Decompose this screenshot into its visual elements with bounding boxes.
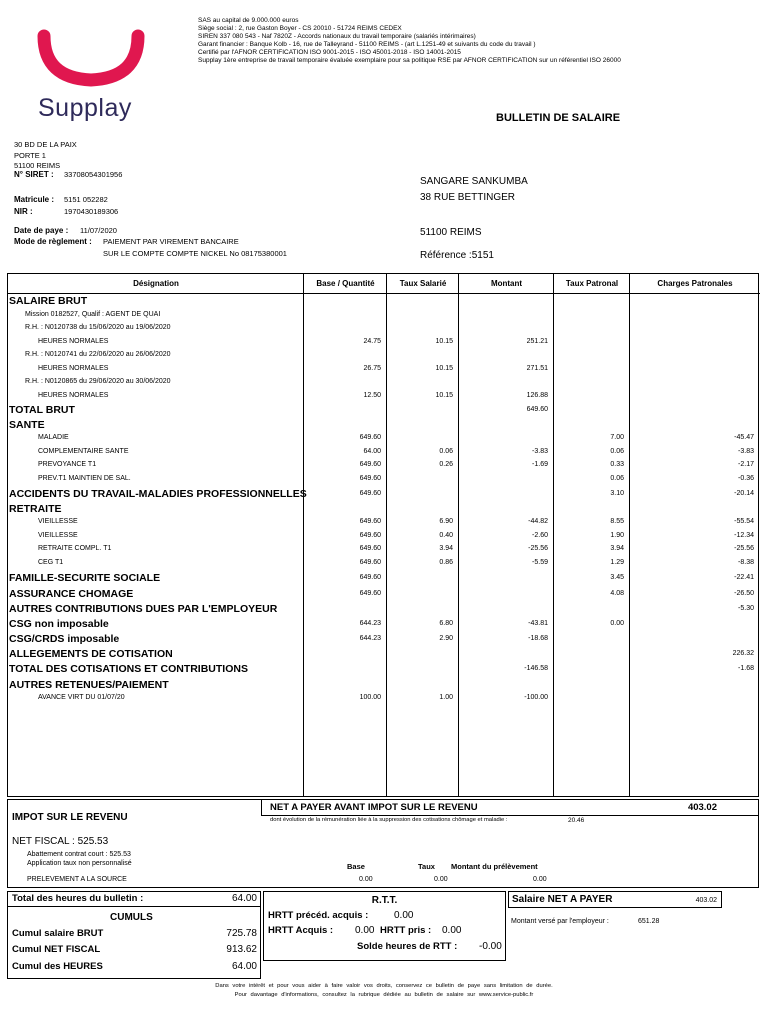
line-label: COMPLEMENTAIRE SANTE [38,448,129,455]
line-label: CEG T1 [38,559,64,566]
cell-base: 649.60 [359,559,381,566]
pay-date-label: Date de paye : [14,226,69,235]
cell-cp: -26.50 [734,590,754,597]
company-address [14,140,77,172]
column-header: Désignation [133,279,179,288]
line-label: R.H. : N0120741 du 22/06/2020 au 26/06/2020 [25,351,171,358]
cell-tp: 1.90 [610,532,624,539]
verse-label: Montant versé par l'employeur : [511,918,609,925]
brand-name: Supplay [38,94,132,122]
section-label: ALLEGEMENTS DE COTISATION [9,648,173,660]
cell-tp: 0.06 [610,475,624,482]
cell-cp: -45.47 [734,434,754,441]
col-taux: Taux [418,862,435,871]
evolution-value: 20.46 [568,817,585,824]
cell-base: 649.60 [359,545,381,552]
column-header: Taux Salarié [399,279,447,288]
prelevement-label: PRELEVEMENT A LA SOURCE [27,876,127,883]
cell-base: 649.60 [359,590,381,597]
rtt-preced-value: 0.00 [394,910,414,921]
line-label: AVANCE VIRT DU 01/07/20 [38,694,125,701]
line-label: HEURES NORMALES [38,338,109,345]
net-fiscal: NET FISCAL : 525.53 [12,836,109,847]
section-label: RETRAITE [9,503,62,515]
legal-line: Certifié par l'AFNOR CERTIFICATION ISO 9001-2015 - ISO 45001-2018 - ISO 14001-2015 [198,49,461,56]
cumul-brut-label: Cumul salaire BRUT [12,928,104,939]
rtt-solde-label: Solde heures de RTT : [357,941,458,952]
cell-base: 100.00 [359,694,381,701]
column-header: Charges Patronales [657,279,733,288]
smile-logo-icon [36,28,146,88]
column-header: Montant [490,279,523,288]
footer-line1: Dans votre intérêt et pour vous aider à faire valoir vos droits, conservez ce bulletin de paye sans limitation de durée. [215,983,553,989]
cell-cp: -22.41 [734,574,754,581]
address-line: 51100 REIMS [14,161,61,170]
employee-name: SANGARE SANKUMBA [420,176,528,187]
hours-total-label: Total des heures du bulletin : [12,893,144,904]
cumuls-title: CUMULS [110,912,153,923]
cell-base: 649.60 [359,574,381,581]
line-label: R.H. : N0120865 du 29/06/2020 au 30/06/2020 [25,378,171,385]
cell-base: 649.60 [359,532,381,539]
cell-tp: 4.08 [610,590,624,597]
cell-base: 649.60 [359,461,381,468]
cell-base: 12.50 [363,392,381,399]
cell-tp: 3.94 [610,545,624,552]
abattement: Abattement contrat court : 525.53 [27,851,131,858]
net-before-tax-value: 403.02 [687,802,717,813]
footer-line2: Pour davantage d'informations, consultez la rubrique dédiée au bulletin de salaire sur www.service-public.fr [234,992,534,998]
cell-ts: 3.94 [439,545,453,552]
cell-base: 649.60 [359,475,381,482]
section-label: AUTRES CONTRIBUTIONS DUES PAR L'EMPLOYEUR [9,603,278,615]
line-label: VIEILLESSE [38,518,78,525]
section-label: TOTAL BRUT [9,404,75,416]
application-taux: Application taux non personnalisé [27,860,132,867]
net-before-tax-label: NET A PAYER AVANT IMPOT SUR LE REVENU [270,802,478,813]
cell-tp: 0.33 [610,461,624,468]
cell-tp: 0.00 [610,620,624,627]
rtt-pris-value: 0.00 [442,925,462,936]
cell-base: 649.60 [359,518,381,525]
rtt-title: R.T.T. [371,895,398,906]
section-label: SALAIRE BRUT [9,295,88,307]
cell-ts: 0.26 [439,461,453,468]
column-header: Taux Patronal [565,279,619,288]
section-label: CSG/CRDS imposable [9,633,120,645]
cell-mt: 126.88 [526,392,548,399]
cell-mt: -44.82 [528,518,548,525]
cell-cp: -8.38 [738,559,754,566]
cumul-fiscal-label: Cumul NET FISCAL [12,944,101,955]
payment-mode-line2: SUR LE COMPTE COMPTE NICKEL No 08175380001 [103,249,287,258]
cell-cp: -1.68 [738,665,754,672]
pay-date-value: 11/07/2020 [80,226,117,235]
legal-line: Garant financier : Banque Kolb - 16, rue de Talleyrand - 51100 REIMS - (art L.1251-49 et suivants du code du travail ) [198,41,536,48]
nir-label: NIR : [14,207,33,216]
rtt-acquis-label: HRTT Acquis : [268,925,334,936]
cell-ts: 0.06 [439,448,453,455]
section-label: CSG non imposable [9,618,109,630]
company-legal-info [198,17,758,65]
line-label: R.H. : N0120738 du 15/06/2020 au 19/06/2020 [25,324,171,331]
cell-ts: 2.90 [439,635,453,642]
cell-tp: 3.10 [610,490,624,497]
line-label: VIEILLESSE [38,532,78,539]
cell-cp: -55.54 [734,518,754,525]
legal-line: Siège social : 2, rue Gaston Boyer - CS 20010 - 51724 REIMS CEDEX [198,25,402,32]
section-label: ACCIDENTS DU TRAVAIL-MALADIES PROFESSIONNELLES [9,488,307,500]
cell-mt: -5.59 [532,559,548,566]
siret-value: 33708054301956 [64,170,123,179]
cell-cp: -25.56 [734,545,754,552]
cell-mt: 251.21 [526,338,548,345]
payment-mode-line1: PAIEMENT PAR VIREMENT BANCAIRE [103,237,239,246]
cell-cp: -3.83 [738,448,754,455]
section-label: FAMILLE-SECURITE SOCIALE [9,572,161,584]
section-label: AUTRES RETENUES/PAIEMENT [9,679,169,691]
cell-ts: 10.15 [435,338,453,345]
cell-ts: 6.90 [439,518,453,525]
cell-mt: -18.68 [528,635,548,642]
net-value: 403.02 [695,897,717,904]
line-label: HEURES NORMALES [38,365,109,372]
cell-base: 644.23 [359,620,381,627]
prelevement-base: 0.00 [359,876,373,883]
matricule-value: 5151 052282 [64,195,108,204]
payment-mode-label: Mode de règlement : [14,237,92,246]
section-label: SANTE [9,419,45,431]
cell-ts: 0.40 [439,532,453,539]
col-base: Base [347,862,365,871]
col-montant: Montant du prélèvement [451,862,538,871]
legal-line: Supplay 1ère entreprise de travail temporaire évaluée exemplaire pour sa politique RSE par AFNOR CERTIFICATION sur un référentiel ISO 26000 [198,57,621,64]
rtt-solde-value: -0.00 [479,941,502,952]
cell-tp: 7.00 [610,434,624,441]
cell-mt: -25.56 [528,545,548,552]
header-divider [8,293,760,294]
verse-value: 651.28 [638,918,660,925]
cell-mt: 649.60 [526,406,548,413]
employee-city: 51100 REIMS [420,227,482,238]
line-label: PREV.T1 MAINTIEN DE SAL. [38,475,131,482]
cell-cp: 226.32 [732,650,754,657]
cell-base: 649.60 [359,490,381,497]
cell-mt: -43.81 [528,620,548,627]
address-line: 30 BD DE LA PAIX [14,140,77,149]
cell-cp: -5.30 [738,605,754,612]
cell-base: 24.75 [363,338,381,345]
cumul-brut-value: 725.78 [226,928,257,939]
matricule-label: Matricule : [14,195,55,204]
cell-ts: 1.00 [439,694,453,701]
cell-ts: 10.15 [435,392,453,399]
document-title: BULLETIN DE SALAIRE [496,112,621,124]
cell-base: 26.75 [363,365,381,372]
cell-mt: -2.60 [532,532,548,539]
payslip-table [7,273,759,797]
employee-street: 38 RUE BETTINGER [420,192,516,203]
cumul-heures-value: 64.00 [231,961,257,972]
cell-cp: -0.36 [738,475,754,482]
cell-tp: 0.06 [610,448,624,455]
reference: Référence :5151 [420,250,494,261]
company-logo [36,28,146,126]
cell-ts: 0.86 [439,559,453,566]
cell-mt: -146.58 [524,665,548,672]
line-label: PREVOYANCE T1 [38,461,97,468]
cell-tp: 8.55 [610,518,624,525]
cell-mt: -1.69 [532,461,548,468]
line-label: Mission 0182527, Qualif : AGENT DE QUAI [25,311,161,318]
cell-cp: -2.17 [738,461,754,468]
cumul-heures-label: Cumul des HEURES [12,961,103,972]
impot-title: IMPOT SUR LE REVENU [12,812,128,823]
legal-line: SAS au capital de 9.000.000 euros [198,17,299,24]
cell-mt: -100.00 [524,694,548,701]
net-label: Salaire NET A PAYER [512,894,613,905]
rtt-acquis-value: 0.00 [355,925,375,936]
nir-value: 1970430189306 [64,207,119,216]
prelevement-montant: 0.00 [533,876,547,883]
cell-mt: -3.83 [532,448,548,455]
siret-label: N° SIRET : [14,170,54,179]
cell-base: 64.00 [363,448,381,455]
legal-line: SIREN 337 080 543 - Naf 7820Z - Accords nationaux du travail temporaire (salariés intérimaires) [198,33,476,40]
cell-tp: 3.45 [610,574,624,581]
hours-total-value: 64.00 [231,893,257,904]
rtt-preced-label: HRTT précéd. acquis : [268,910,369,921]
address-line: PORTE 1 [14,150,46,160]
section-label: ASSURANCE CHOMAGE [9,588,134,600]
line-label: HEURES NORMALES [38,392,109,399]
line-label: RETRAITE COMPL. T1 [38,545,112,552]
prelevement-taux: 0.00 [434,876,448,883]
cell-cp: -20.14 [734,490,754,497]
cell-base: 649.60 [359,434,381,441]
column-header: Base / Quantité [316,279,375,288]
cell-mt: 271.51 [526,365,548,372]
cell-base: 644.23 [359,635,381,642]
cell-cp: -12.34 [734,532,754,539]
section-label: TOTAL DES COTISATIONS ET CONTRIBUTIONS [9,663,248,675]
cumul-fiscal-value: 913.62 [226,944,257,955]
evolution-text: dont évolution de la rémunération liée à la suppression des cotisations chômage et maladie : [270,817,508,823]
line-label: MALADIE [38,434,69,441]
rtt-pris-label: HRTT pris : [380,925,432,936]
cell-ts: 6.80 [439,620,453,627]
cell-ts: 10.15 [435,365,453,372]
cell-tp: 1.29 [610,559,624,566]
